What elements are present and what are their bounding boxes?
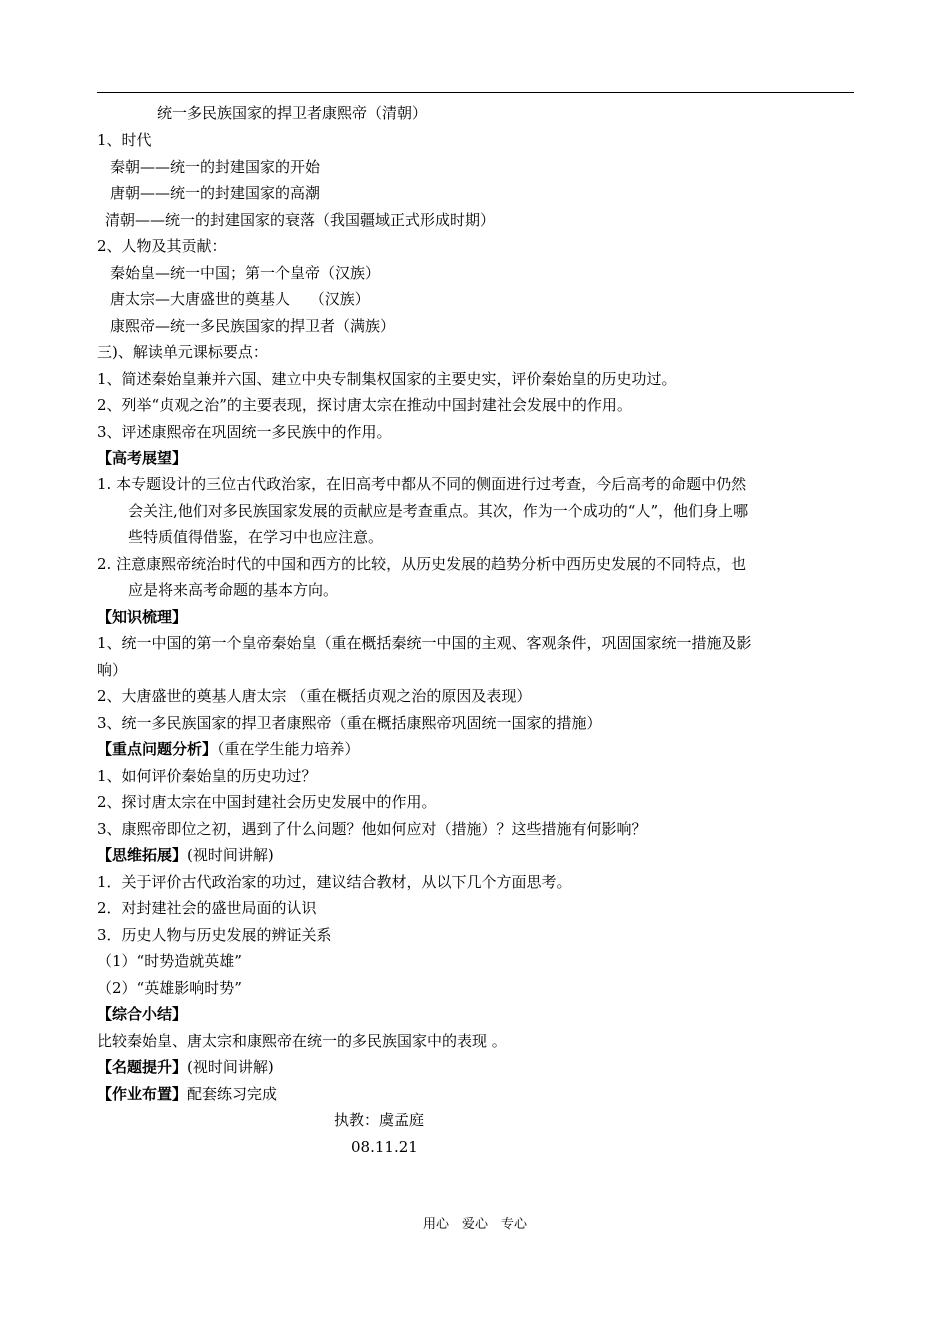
section-heading: 【名题提升】 bbox=[97, 1058, 188, 1076]
section-note: (视时间讲解) bbox=[187, 1058, 274, 1076]
list-item: 响） bbox=[97, 661, 128, 679]
list-item: 1．关于评价古代政治家的功过，建议结合教材，从以下几个方面思考。 bbox=[97, 873, 572, 891]
page-footer: 用心 爱心 专心 bbox=[422, 1217, 527, 1232]
section-heading-row bbox=[97, 845, 274, 865]
teacher-name: 执教：虞孟庭 bbox=[334, 1111, 425, 1129]
list-item: 1、如何评价秦始皇的历史功过？ bbox=[97, 767, 317, 785]
section-heading: 2、人物及其贡献： bbox=[97, 237, 227, 255]
paragraph-line: 会关注,他们对多民族国家发展的贡献应是考查重点。其次，作为一个成功的“人”，他们身上哪 bbox=[128, 502, 749, 520]
section-heading: 三)、解读单元课标要点： bbox=[97, 343, 268, 361]
section-heading: 【知识梳理】 bbox=[97, 608, 188, 626]
section-heading-row bbox=[97, 739, 360, 759]
list-item: 秦朝——统一的封建国家的开始 bbox=[110, 158, 321, 176]
list-item: 2、探讨唐太宗在中国封建社会历史发展中的作用。 bbox=[97, 793, 437, 811]
section-note: （重在学生能力培养） bbox=[217, 740, 360, 758]
section-heading: 【高考展望】 bbox=[97, 449, 188, 467]
section-heading: 【综合小结】 bbox=[97, 1005, 188, 1023]
list-item: 2．对封建社会的盛世局面的认识 bbox=[97, 899, 317, 917]
list-item: （2）“英雄影响时势” bbox=[97, 979, 242, 997]
section-heading: 【思维拓展】 bbox=[97, 846, 188, 864]
section-heading-row bbox=[97, 1084, 277, 1104]
section-heading-row bbox=[97, 1057, 274, 1077]
list-item: （1）“时势造就英雄” bbox=[97, 952, 242, 970]
list-item: 2、大唐盛世的奠基人唐太宗 （重在概括贞观之治的原因及表现） bbox=[97, 687, 532, 705]
paragraph-line: 比较秦始皇、唐太宗和康熙帝在统一的多民族国家中的表现 。 bbox=[97, 1032, 507, 1050]
paragraph-line: 些特质值得借鉴，在学习中也应注意。 bbox=[128, 528, 384, 546]
list-item: 唐太宗—大唐盛世的奠基人 （汉族） bbox=[110, 290, 370, 308]
date: 08.11.21 bbox=[351, 1138, 418, 1156]
list-item: 2、列举“贞观之治”的主要表现，探讨唐太宗在推动中国封建社会发展中的作用。 bbox=[97, 396, 632, 414]
doc-title: 统一多民族国家的捍卫者康熙帝（清朝） bbox=[157, 104, 428, 122]
list-item: 1、统一中国的第一个皇帝秦始皇（重在概括秦统一中国的主观、客观条件，巩固国家统一措施及影 bbox=[97, 634, 752, 652]
list-item: 3、统一多民族国家的捍卫者康熙帝（重在概括康熙帝巩固统一国家的措施） bbox=[97, 714, 602, 732]
list-item: 3．历史人物与历史发展的辨证关系 bbox=[97, 926, 332, 944]
paragraph-line: 1. 本专题设计的三位古代政治家，在旧高考中都从不同的侧面进行过考查，今后高考的命题中仍然 bbox=[97, 475, 747, 493]
list-item: 1、简述秦始皇兼并六国、建立中央专制集权国家的主要史实，评价秦始皇的历史功过。 bbox=[97, 370, 677, 388]
list-item: 清朝——统一的封建国家的衰落（我国疆域正式形成时期） bbox=[105, 211, 496, 229]
list-item: 3、评述康熙帝在巩固统一多民族中的作用。 bbox=[97, 423, 392, 441]
list-item: 康熙帝—统一多民族国家的捍卫者（满族） bbox=[110, 317, 396, 335]
list-item: 3、康熙帝即位之初，遇到了什么问题？他如何应对（措施）？这些措施有何影响？ bbox=[97, 820, 647, 838]
section-heading: 【重点问题分析】 bbox=[97, 740, 218, 758]
section-note: (视时间讲解) bbox=[187, 846, 274, 864]
section-heading: 【作业布置】 bbox=[97, 1085, 188, 1103]
paragraph-line: 应是将来高考命题的基本方向。 bbox=[128, 581, 339, 599]
list-item: 秦始皇—统一中国；第一个皇帝（汉族） bbox=[110, 264, 381, 282]
header-rule bbox=[97, 92, 854, 93]
section-note: 配套练习完成 bbox=[187, 1085, 278, 1103]
list-item: 唐朝——统一的封建国家的高潮 bbox=[110, 184, 321, 202]
paragraph-line: 2. 注意康熙帝统治时代的中国和西方的比较，从历史发展的趋势分析中西历史发展的不同特点，也 bbox=[97, 555, 747, 573]
section-heading: 1、时代 bbox=[97, 131, 152, 149]
